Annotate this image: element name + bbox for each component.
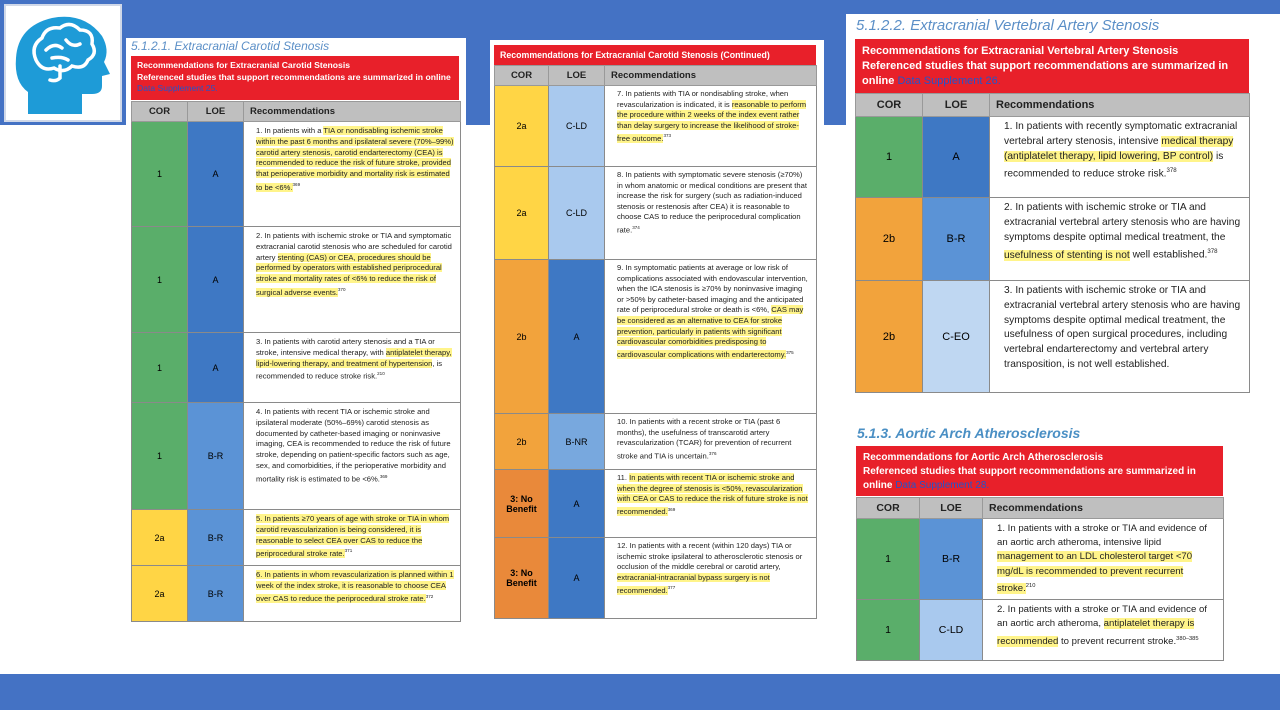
carotid-rec-header: [131, 56, 459, 100]
cor-cell: 2a: [495, 167, 549, 260]
cor-cell: 1: [132, 122, 188, 227]
cor-header: COR: [132, 102, 188, 122]
recommendations-header: Recommendations: [605, 66, 817, 86]
text-segment: 10. In patients with a recent stroke or TIA (past 6 months), the usefulness of transcarotid artery revascularization (TCAR) for prevention of recurrent stroke and TIA is uncertain.: [617, 417, 792, 461]
recommendation-text: [244, 566, 461, 622]
loe-cell: C-LD: [549, 86, 605, 167]
loe-cell: B-NR: [549, 414, 605, 470]
carotid-rec-title: Recommendations for Extracranial Carotid Stenosis: [137, 60, 350, 70]
cor-cell: 2b: [495, 260, 549, 414]
highlighted-text: 5. In patients ≥70 years of age with stroke or TIA in whom carotid revascularization is being considered, it is reasonable to select CEA over CAS to reduce the periprocedural stroke rate.: [256, 514, 450, 558]
data-supplement-link[interactable]: Data Supplement 25.: [137, 83, 218, 93]
loe-cell: B-R: [188, 403, 244, 510]
cor-header: COR: [856, 94, 923, 117]
cor-cell: 2a: [495, 86, 549, 167]
recommendations-header: Recommendations: [983, 498, 1224, 519]
carotid-section-title: 5.1.2.1. Extracranial Carotid Stenosis: [131, 39, 330, 53]
loe-header: LOE: [920, 498, 983, 519]
text-segment: 12. In patients with a recent (within 120 days) TIA or ischemic stroke ipsilateral to atherosclerotic stenosis or occlusion of the middle cerebral or carotid artery,: [617, 541, 803, 572]
text-segment: 1. In patients with recently symptomatic extracranial vertebral artery stenosis, intensive: [1004, 121, 1238, 147]
recommendation-text: [605, 414, 817, 470]
highlighted-text: medical therapy (antiplatelet therapy, lipid lowering, BP control): [1004, 135, 1234, 162]
citation-ref: 373: [663, 133, 672, 139]
citation-ref: 369: [667, 506, 676, 512]
aortic-rec-ref: Referenced studies that support recommendations are summarized in online Data Supplement 28.: [863, 466, 1196, 491]
text-segment: 7. In patients with TIA or nondisabling stroke, when revascularization is indicated, it is: [617, 89, 789, 109]
loe-cell: A: [188, 333, 244, 403]
loe-cell: C-EO: [923, 281, 990, 393]
recommendation-text: [244, 510, 461, 566]
highlighted-text: management to an LDL cholesterol target <70 mg/dL is recommended to prevent recurrent stroke.: [997, 551, 1193, 594]
cor-header: COR: [495, 66, 549, 86]
data-supplement-link[interactable]: Data Supplement 26.: [897, 75, 1001, 87]
loe-header: LOE: [188, 102, 244, 122]
vertebral-section-title: 5.1.2.2. Extracranial Vertebral Artery Stenosis: [856, 17, 1160, 34]
cor-cell: 1: [857, 519, 920, 600]
highlighted-text: In patients with recent TIA or ischemic stroke and when the degree of stenosis is <50%, revascularization with CEA or CAS to reduce the risk of future stroke is not recommended.: [617, 473, 808, 517]
recommendation-text: [983, 519, 1224, 600]
table-row: [495, 414, 817, 470]
highlighted-text: antiplatelet therapy, lipid-lowering therapy, and treatment of hypertension: [256, 347, 452, 368]
recommendation-text: [990, 281, 1250, 393]
text-segment: is recommended to reduce stroke risk.: [1004, 150, 1224, 180]
text-segment: 4. In patients with recent TIA or ischemic stroke and ipsilateral moderate (50%–69%) carotid stenosis as documented by catheter-based imaging or noninvasive imaging, CEA is recommended to reduce the risk of future stroke, depending on patient-specific factors such as age, sex, and comorbidities, if the perioperative morbidity and mortality risk is estimated to be <6%.: [256, 407, 451, 484]
recommendation-text: [244, 122, 461, 227]
text-segment: , is recommended to reduce stroke risk.: [256, 358, 443, 381]
text-segment: 1. In patients with a: [256, 126, 324, 135]
loe-cell: A: [923, 117, 990, 198]
highlighted-text: TIA or nondisabling ischemic stroke within the past 6 months and ipsilateral severe (70%–99%) carotid artery stenosis, carotid endarterectomy (CEA) is recommended to reduce the risk of future stroke, provided that perioperative morbidity and mortality risk is estimated to be <6%.: [256, 126, 454, 192]
text-segment: 3. In patients with ischemic stroke or TIA and extracranial vertebral artery stenosis who are having symptoms despite optimal medical treatment, the usefulness of open surgical procedures, including vertebral endarterectomy and vertebral artery transposition, is not well established.: [1004, 285, 1241, 370]
cor-cell: 2b: [495, 414, 549, 470]
cor-cell: 1: [132, 403, 188, 510]
carotid-continued-title: Recommendations for Extracranial Carotid Stenosis (Continued): [500, 50, 770, 60]
loe-cell: B-R: [188, 566, 244, 622]
highlighted-text: stenting (CAS) or CEA, procedures should be performed by operators with established periprocedural stroke and mortality rates of <6% to reduce the risk of surgical adverse events.: [256, 252, 442, 297]
recommendation-text: [605, 260, 817, 414]
table-row: [857, 600, 1224, 661]
citation-ref: 210: [377, 371, 385, 377]
citation-ref: 375: [786, 349, 794, 355]
text-segment: 2. In patients with a stroke or TIA and evidence of an aortic arch atheroma,: [997, 604, 1207, 630]
vertebral-rec-title: Recommendations for Extracranial Vertebral Artery Stenosis: [862, 45, 1179, 57]
vertebral-rec-header: [855, 39, 1249, 93]
citation-ref: 378: [1166, 167, 1177, 175]
recommendation-text: [990, 198, 1250, 281]
aortic-table: [856, 497, 1224, 661]
recommendations-header: Recommendations: [244, 102, 461, 122]
citation-ref: 376: [708, 450, 717, 456]
table-row: [132, 227, 461, 333]
cor-cell: 3: No Benefit: [495, 470, 549, 538]
loe-cell: C-LD: [549, 167, 605, 260]
table-row: [856, 198, 1250, 281]
loe-header: LOE: [923, 94, 990, 117]
recommendation-text: [605, 470, 817, 538]
cor-cell: 1: [856, 117, 923, 198]
citation-ref: 377: [667, 585, 676, 591]
carotid-rec-ref: Referenced studies that support recommendations are summarized in online Data Supplement 25.: [137, 71, 451, 93]
loe-cell: B-R: [923, 198, 990, 281]
loe-cell: A: [188, 122, 244, 227]
carotid-continued-header: [494, 45, 816, 65]
citation-ref: 374: [632, 224, 640, 230]
cor-cell: 2a: [132, 566, 188, 622]
citation-ref: 378: [1207, 248, 1218, 256]
recommendation-text: [244, 227, 461, 333]
table-row: [495, 86, 817, 167]
text-segment: 2. In patients with ischemic stroke or TIA and extracranial vertebral artery stenosis who are having symptoms despite optimal medical treatment, the: [1004, 202, 1241, 243]
loe-header: LOE: [549, 66, 605, 86]
highlighted-text: reasonable to perform the procedure within 2 weeks of the index event rather than delay surgery to increase the likelihood of stroke-free outcome.: [617, 99, 807, 143]
text-segment: to prevent recurrent stroke.: [1058, 635, 1177, 647]
aortic-section-title: 5.1.3. Aortic Arch Atherosclerosis: [857, 425, 1081, 441]
recommendation-text: [244, 333, 461, 403]
cor-cell: 1: [857, 600, 920, 661]
citation-ref: 210: [1025, 582, 1036, 589]
highlighted-text: usefulness of stenting is not: [1004, 249, 1130, 261]
loe-cell: C-LD: [920, 600, 983, 661]
loe-cell: A: [549, 470, 605, 538]
citation-ref: 372: [425, 593, 434, 599]
citation-ref: 370: [337, 286, 346, 292]
loe-cell: A: [188, 227, 244, 333]
table-row: [495, 470, 817, 538]
highlighted-text: CAS may be considered as an alternative to CEA for stroke prevention, particularly in patients with significant cardiovascular comorbidities predisposing to cardiovascular complications with endarterectomy.: [617, 305, 804, 360]
loe-cell: A: [549, 260, 605, 414]
table-row: [132, 510, 461, 566]
recommendation-text: [605, 86, 817, 167]
aortic-rec-title: Recommendations for Aortic Arch Atherosclerosis: [863, 452, 1104, 463]
loe-cell: B-R: [188, 510, 244, 566]
citation-ref: 369: [292, 181, 301, 187]
citation-ref: 369: [379, 473, 388, 479]
highlighted-text: extracranial-intracranial bypass surgery is not recommended.: [617, 572, 770, 595]
recommendation-text: [983, 600, 1224, 661]
table-row: [856, 117, 1250, 198]
cor-cell: 2b: [856, 281, 923, 393]
text-segment: 2. In patients with ischemic stroke or TIA and symptomatic extracranial carotid stenosis who are scheduled for carotid artery: [256, 231, 452, 262]
text-segment: 3. In patients with carotid artery stenosis and a TIA or stroke, intensive medical therapy, with: [256, 337, 435, 357]
text-segment: 11.: [617, 473, 630, 482]
carotid-table: [131, 101, 461, 622]
loe-cell: B-R: [920, 519, 983, 600]
table-row: [132, 122, 461, 227]
cor-cell: 2b: [856, 198, 923, 281]
citation-ref: 380–385: [1176, 635, 1199, 642]
cor-cell: 2a: [132, 510, 188, 566]
vertebral-rec-ref: Referenced studies that support recommendations are summarized in online Data Supplement 26.: [862, 60, 1229, 87]
cor-cell: 1: [132, 227, 188, 333]
table-row: [856, 281, 1250, 393]
table-row: [132, 566, 461, 622]
table-row: [495, 260, 817, 414]
data-supplement-link[interactable]: Data Supplement 28.: [895, 480, 990, 491]
table-row: [857, 519, 1224, 600]
cor-cell: 1: [132, 333, 188, 403]
table-row: [132, 403, 461, 510]
text-segment: 9. In symptomatic patients at average or low risk of complications associated with endovascular intervention, when the ICA stenosis is ≥70% by noninvasive imaging or >50% by catheter-based imaging and the anticipated rate of periprocedural stroke or death is <6%,: [617, 263, 808, 315]
aortic-rec-header: [856, 446, 1223, 496]
recommendation-text: [605, 167, 817, 260]
cor-cell: 3: No Benefit: [495, 538, 549, 619]
recommendation-text: [605, 538, 817, 619]
cor-header: COR: [857, 498, 920, 519]
recommendations-header: Recommendations: [990, 94, 1250, 117]
highlighted-text: 6. In patients in whom revascularization is planned within 1 week of the index stroke, it is reasonable to choose CEA over CAS to reduce the periprocedural stroke rate.: [256, 570, 454, 604]
brain-head-icon: [4, 4, 122, 122]
vertebral-table: [855, 93, 1250, 393]
table-row: [495, 538, 817, 619]
highlighted-text: antiplatelet therapy is recommended: [997, 618, 1195, 647]
carotid-continued-table: [494, 65, 817, 619]
text-segment: well established.: [1129, 249, 1208, 261]
text-segment: 1. In patients with a stroke or TIA and evidence of an aortic arch atheroma, intensive lipid: [997, 523, 1207, 549]
citation-ref: 371: [344, 548, 353, 554]
loe-cell: A: [549, 538, 605, 619]
text-segment: 8. In patients with symptomatic severe stenosis (≥70%) in whom anatomic or medical conditions are present that increase the risk for surgery (such as radiation-induced stenosis or restenosis after CEA) it is reasonable to choose CAS to reduce the periprocedural complication rate.: [617, 170, 807, 235]
recommendation-text: [244, 403, 461, 510]
bottom-banner: [0, 674, 1280, 710]
recommendation-text: [990, 117, 1250, 198]
table-row: [132, 333, 461, 403]
table-row: [495, 167, 817, 260]
